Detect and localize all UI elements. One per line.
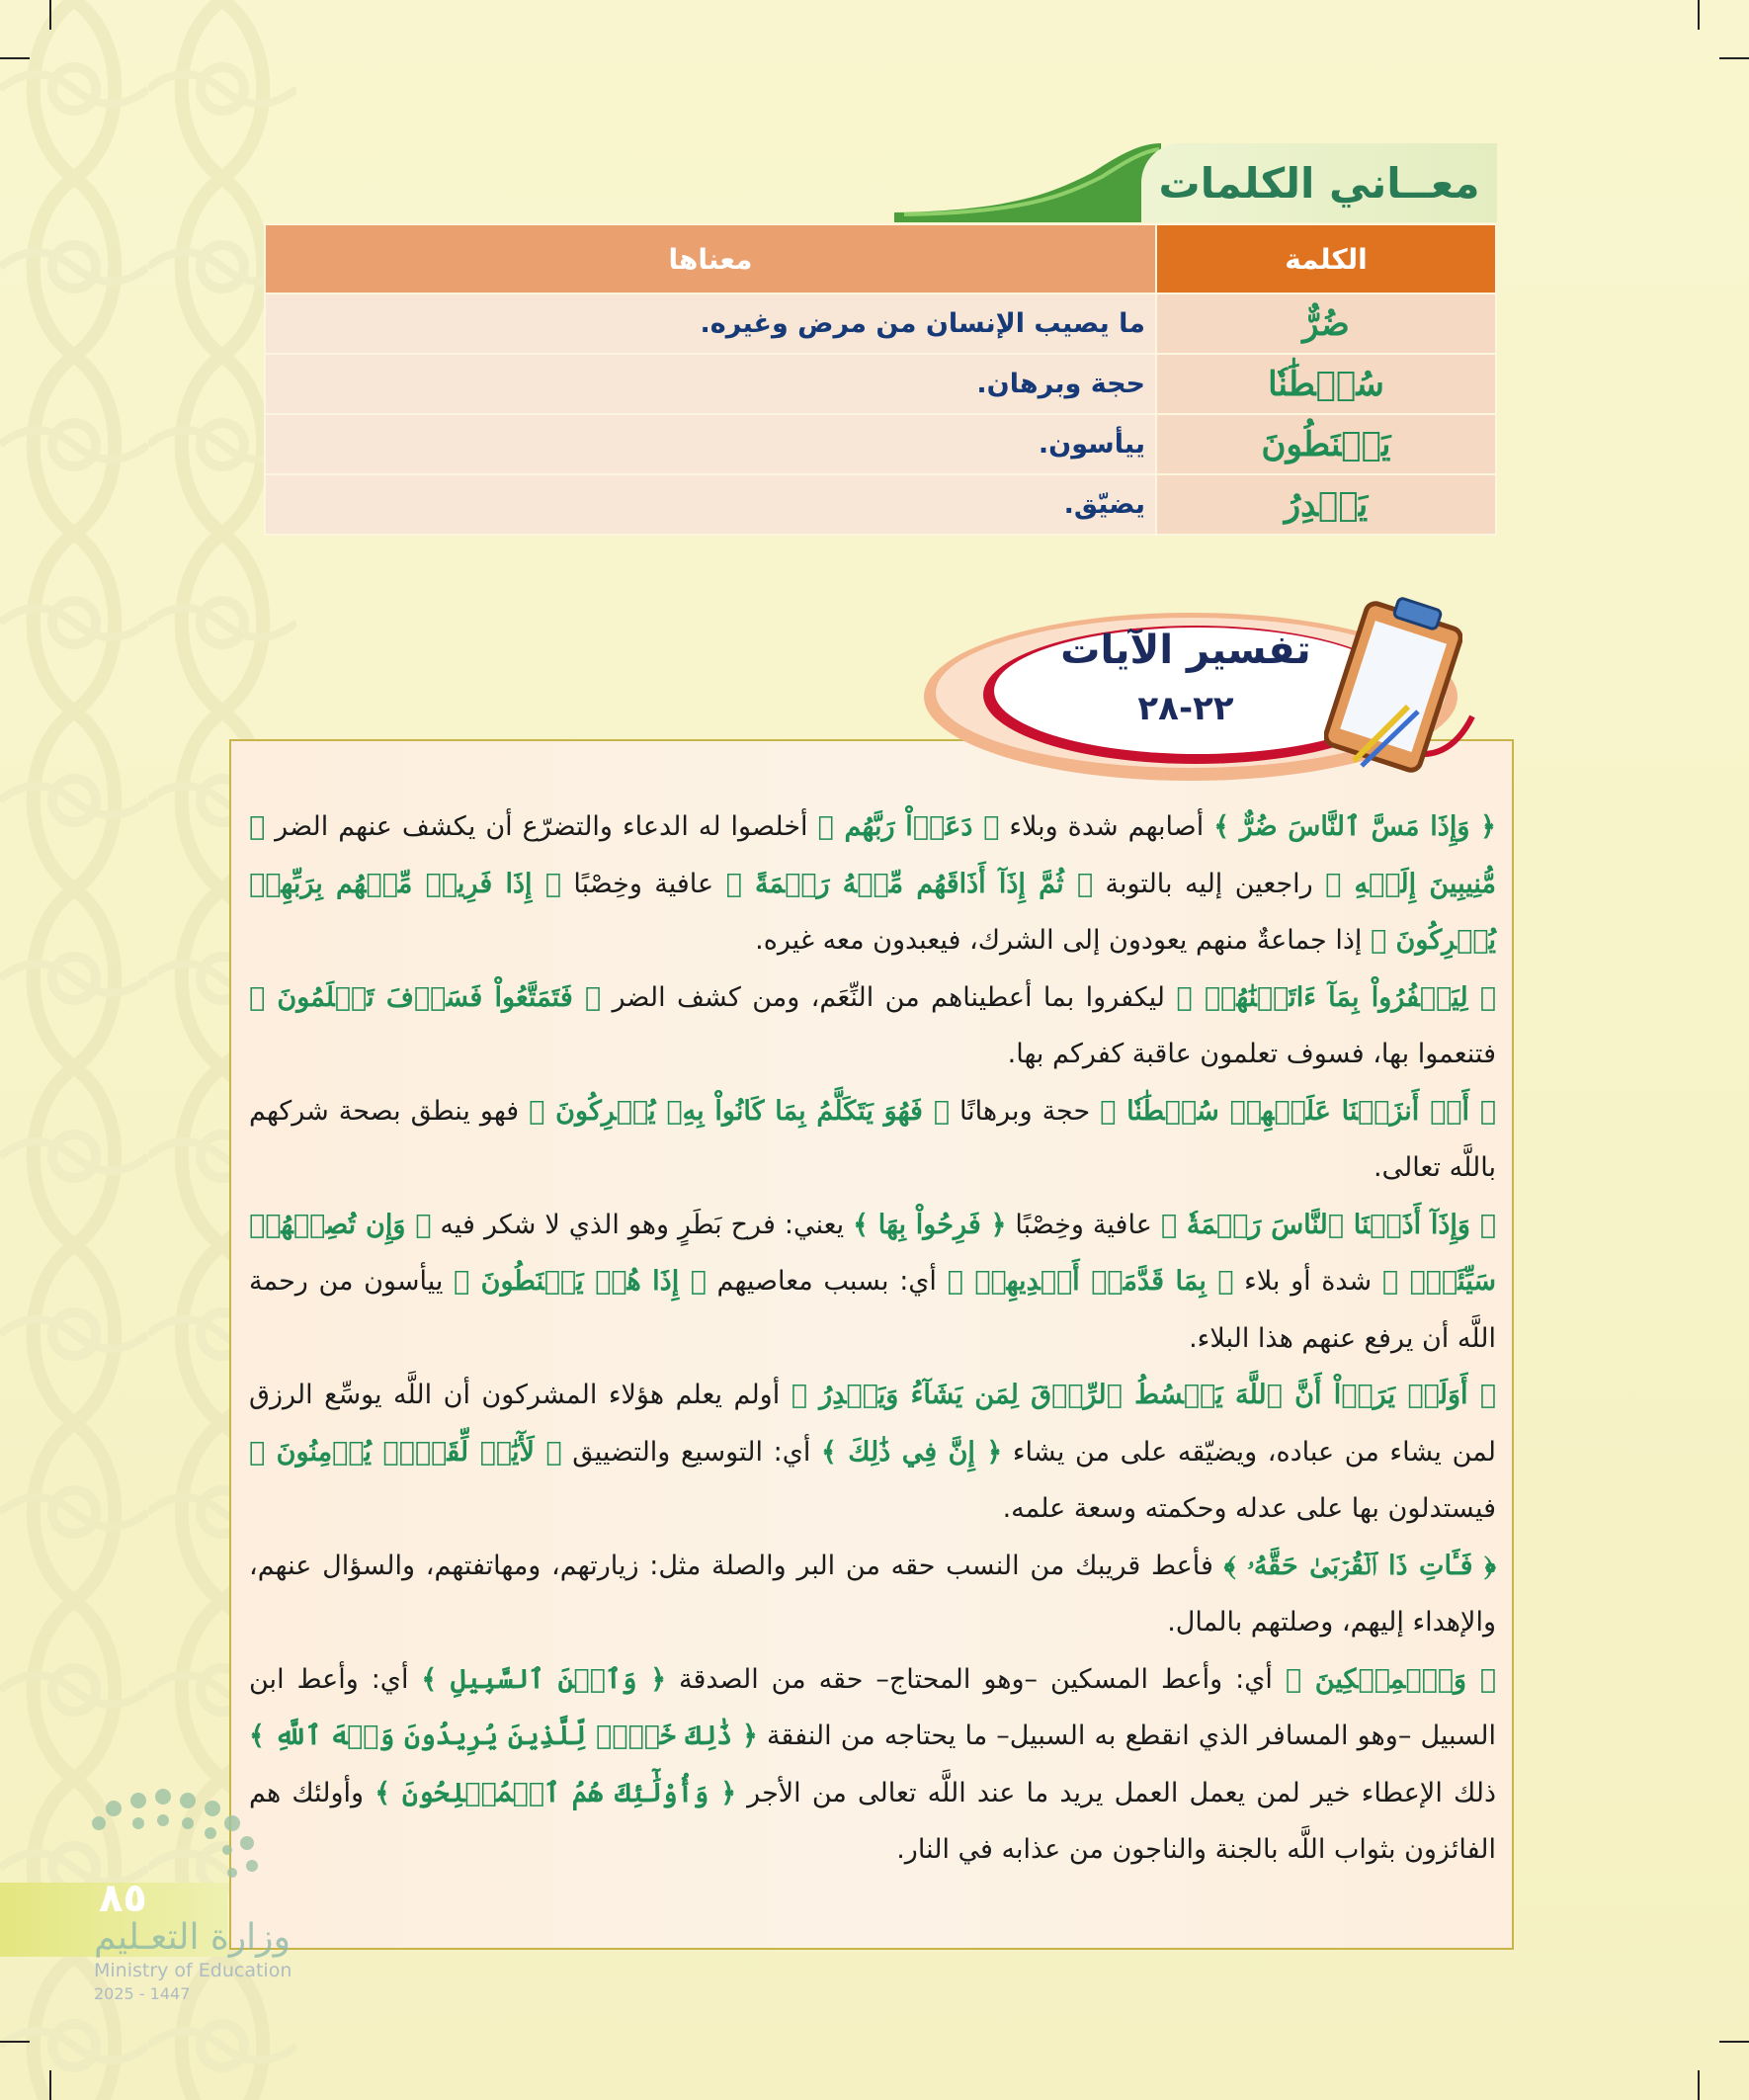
tafsir-title: تفسير الآيات — [1060, 628, 1311, 673]
ayah-span: ﴿ لِيَكۡفُرُواْ بِمَآ ءَاتَيۡنَٰهُمۡ ﴾ — [1176, 981, 1496, 1013]
ayah-span: ﴿ وَإِذَا مَسَّ ٱلنَّاسَ ضُرٌّ ﴾ — [1213, 811, 1496, 842]
vocabulary-table — [264, 223, 1497, 536]
ministry-year: 2025 - 1447 — [94, 1984, 191, 2003]
explanation-span: أولم يعلم هؤلاء المشركون أن اللَّه يوسِّع الرزق لمن يشاء من عباده، ويضيّقه على من يشاء — [249, 1380, 1496, 1468]
tafsir-text — [249, 798, 1496, 1879]
explanation-span: أي: وأعط المسكين –وهو المحتاج– حقه من الصدقة — [666, 1663, 1286, 1695]
crop-mark — [49, 0, 51, 30]
tafsir-section-header — [919, 598, 1492, 796]
crop-mark — [1698, 0, 1700, 30]
ayah-span: ﴿ فَرِحُواْ بِهَا ﴾ — [853, 1209, 1007, 1240]
ayah-span: ﴿ لَأٓيَٰتٖ لِّقَوۡمٖ يُؤۡمِنُونَ ﴾ — [249, 1436, 562, 1468]
ayah-span: ﴿ ذَٰلِكَ خَيۡرٞ لِّلَّذِينَ يُرِيدُونَ وَجۡهَ ٱللَّهِ ﴾ — [249, 1721, 758, 1751]
word-cell: سُلۡطَٰنٗا — [1156, 354, 1496, 414]
table-header-row — [265, 224, 1496, 294]
explanation-span: ذلك الإعطاء خير لمن يعمل العمل يريد ما عند اللَّه تعالى من الأجر — [736, 1777, 1496, 1808]
column-header-word: الكلمة — [1156, 224, 1496, 294]
crop-mark — [1698, 2070, 1700, 2100]
tafsir-verse-range: ٢٢-٢٨ — [1137, 689, 1234, 728]
explanation-span: أي: وأعط ابن السبيل –وهو المسافر الذي انقطع به السبيل– ما يحتاجه من النفقة — [249, 1663, 1497, 1751]
crop-mark — [1719, 57, 1749, 59]
ayah-span: ﴿ أَوَلَمۡ يَرَوۡاْ أَنَّ ٱللَّهَ يَبۡسُطُ ٱلرِّزۡقَ لِمَن يَشَآءُ وَيَقۡدِرُ ﴾ — [791, 1380, 1496, 1410]
tafsir-paragraph — [249, 1083, 1496, 1197]
explanation-span: حجة وبرهانًا — [949, 1095, 1101, 1127]
meaning-cell: ييأسون. — [265, 414, 1156, 474]
crop-mark — [0, 57, 30, 59]
explanation-span: عافية وخِصْبًا — [560, 868, 726, 899]
table-row — [265, 414, 1496, 474]
ayah-span: ﴿ مُّنِيبِينَ إِلَيۡهِ ﴾ — [249, 811, 1496, 899]
crop-mark — [1719, 2041, 1749, 2043]
explanation-span: أي: بسبب معاصيهم — [706, 1266, 948, 1297]
ayah-span: ﴿ وَٱلۡمِسۡكِينَ ﴾ — [1285, 1663, 1497, 1695]
table-row — [265, 474, 1496, 535]
ayah-span: ﴿ إِذَا هُمۡ يَقۡنَطُونَ ﴾ — [454, 1266, 707, 1297]
word-cell: ضُرٌّ — [1156, 294, 1496, 354]
ayah-span: ﴿ فَهُوَ يَتَكَلَّمُ بِمَا كَانُواْ بِهِۦ يُشۡرِكُونَ ﴾ — [529, 1095, 950, 1127]
crop-mark — [49, 2070, 51, 2100]
explanation-span: ييأسون من رحمة اللَّه أن يرفع عنهم هذا البلاء. — [249, 1266, 1496, 1354]
ayah-span: ﴿ ثُمَّ إِذَآ أَذَاقَهُم مِّنۡهُ رَحۡمَةً ﴾ — [725, 868, 1094, 899]
tafsir-paragraph — [249, 1367, 1496, 1538]
explanation-span: إذا جماعةٌ منهم يعودون إلى الشرك، فيعبدون معه غيره. — [755, 925, 1371, 956]
ayah-span: ﴿ إِذَا فَرِيقٞ مِّنۡهُم بِرَبِّهِمۡ يُشۡرِكُونَ ﴾ — [249, 868, 1496, 956]
tafsir-paragraph — [249, 969, 1496, 1083]
explanation-span: يعني: فرح بَطَرٍ وهو الذي لا شكر فيه — [431, 1209, 854, 1240]
ayah-span: ﴿ أَمۡ أَنزَلۡنَا عَلَيۡهِمۡ سُلۡطَٰنٗا ﴾ — [1100, 1095, 1496, 1127]
explanation-span: أخلصوا له الدعاء والتضرّع أن يكشف عنهم الضر — [265, 811, 818, 842]
meaning-cell: حجة وبرهان. — [265, 354, 1156, 414]
meaning-cell: ما يصيب الإنسان من مرض وغيره. — [265, 294, 1156, 354]
crop-mark — [0, 2041, 30, 2043]
explanation-span: فهو ينطق بصحة شركهم باللَّه تعالى. — [249, 1095, 1496, 1183]
ayah-span: ﴿ فَـَٔاتِ ذَا ٱلۡقُرۡبَىٰ حَقَّهُۥ ﴾ — [1223, 1550, 1496, 1581]
explanation-span: فتنعموا بها، فسوف تعلمون عاقبة كفركم بها. — [1007, 1039, 1496, 1069]
tafsir-paragraph — [249, 1197, 1496, 1368]
ministry-name-english: Ministry of Education — [94, 1960, 292, 1981]
ayah-span: ﴿ بِمَا قَدَّمَتۡ أَيۡدِيهِمۡ ﴾ — [947, 1266, 1234, 1297]
tafsir-paragraph — [249, 1538, 1496, 1651]
ayah-span: ﴿ وَإِن تُصِبۡهُمۡ سَيِّئَةُۢ ﴾ — [249, 1209, 1496, 1297]
clipboard-icon — [1324, 588, 1462, 776]
tafsir-paragraph — [249, 1651, 1496, 1879]
word-cell: يَقۡدِرُ — [1156, 474, 1496, 535]
explanation-span: عافية وخِصْبًا — [1006, 1209, 1161, 1240]
explanation-span: فيستدلون بها على عدله وحكمته وسعة علمه. — [1002, 1493, 1496, 1524]
explanation-span: ليكفروا بما أعطيناهم من النِّعَم، ومن كشف الضر — [601, 981, 1177, 1013]
explanation-span: وأولئك هم الفائزون بثواب اللَّه بالجنة والناجون من عذابه في النار. — [249, 1777, 1496, 1865]
ayah-span: ﴿ وَٱبۡنَ ٱلسَّبِيلِ ﴾ — [421, 1663, 667, 1695]
ayah-span: ﴿ وَإِذَآ أَذَقۡنَا ٱلنَّاسَ رَحۡمَةٗ ﴾ — [1160, 1209, 1496, 1240]
meaning-cell: يضيّق. — [265, 474, 1156, 535]
ayah-span: ﴿ دَعَوۡاْ رَبَّهُم ﴾ — [817, 811, 1000, 842]
word-cell: يَقۡنَطُونَ — [1156, 414, 1496, 474]
ayah-span: ﴿ وَأُوْلَٰٓئِكَ هُمُ ٱلۡمُفۡلِحُونَ ﴾ — [375, 1777, 737, 1808]
explanation-span: راجعين إليه بالتوبة — [1093, 868, 1326, 899]
meanings-section-header — [894, 133, 1497, 222]
explanation-span: شدة أو بلاء — [1233, 1266, 1382, 1297]
page-number: ٨٥ — [99, 1876, 147, 1921]
meanings-title: معــاني الكلمات — [1141, 143, 1497, 222]
explanation-span: فأعط قريبك من النسب حقه من البر والصلة مثل: زيارتهم، ومهاتفتهم، والسؤال عنهم، والإهداء إليهم، وصلتهم بالمال. — [249, 1550, 1496, 1638]
tafsir-paragraph — [249, 798, 1496, 969]
explanation-span: أصابهم شدة وبلاء — [999, 811, 1214, 842]
table-row — [265, 294, 1496, 354]
explanation-span: أي: التوسيع والتضييق — [561, 1436, 821, 1468]
ayah-span: ﴿ فَتَمَتَّعُواْ فَسَوۡفَ تَعۡلَمُونَ ﴾ — [249, 981, 602, 1013]
ministry-name-arabic: وزارة التعـليم — [94, 1917, 291, 1958]
column-header-meaning: معناها — [265, 224, 1156, 294]
table-row — [265, 354, 1496, 414]
ayah-span: ﴿ إِنَّ فِي ذَٰلِكَ ﴾ — [820, 1436, 1003, 1468]
